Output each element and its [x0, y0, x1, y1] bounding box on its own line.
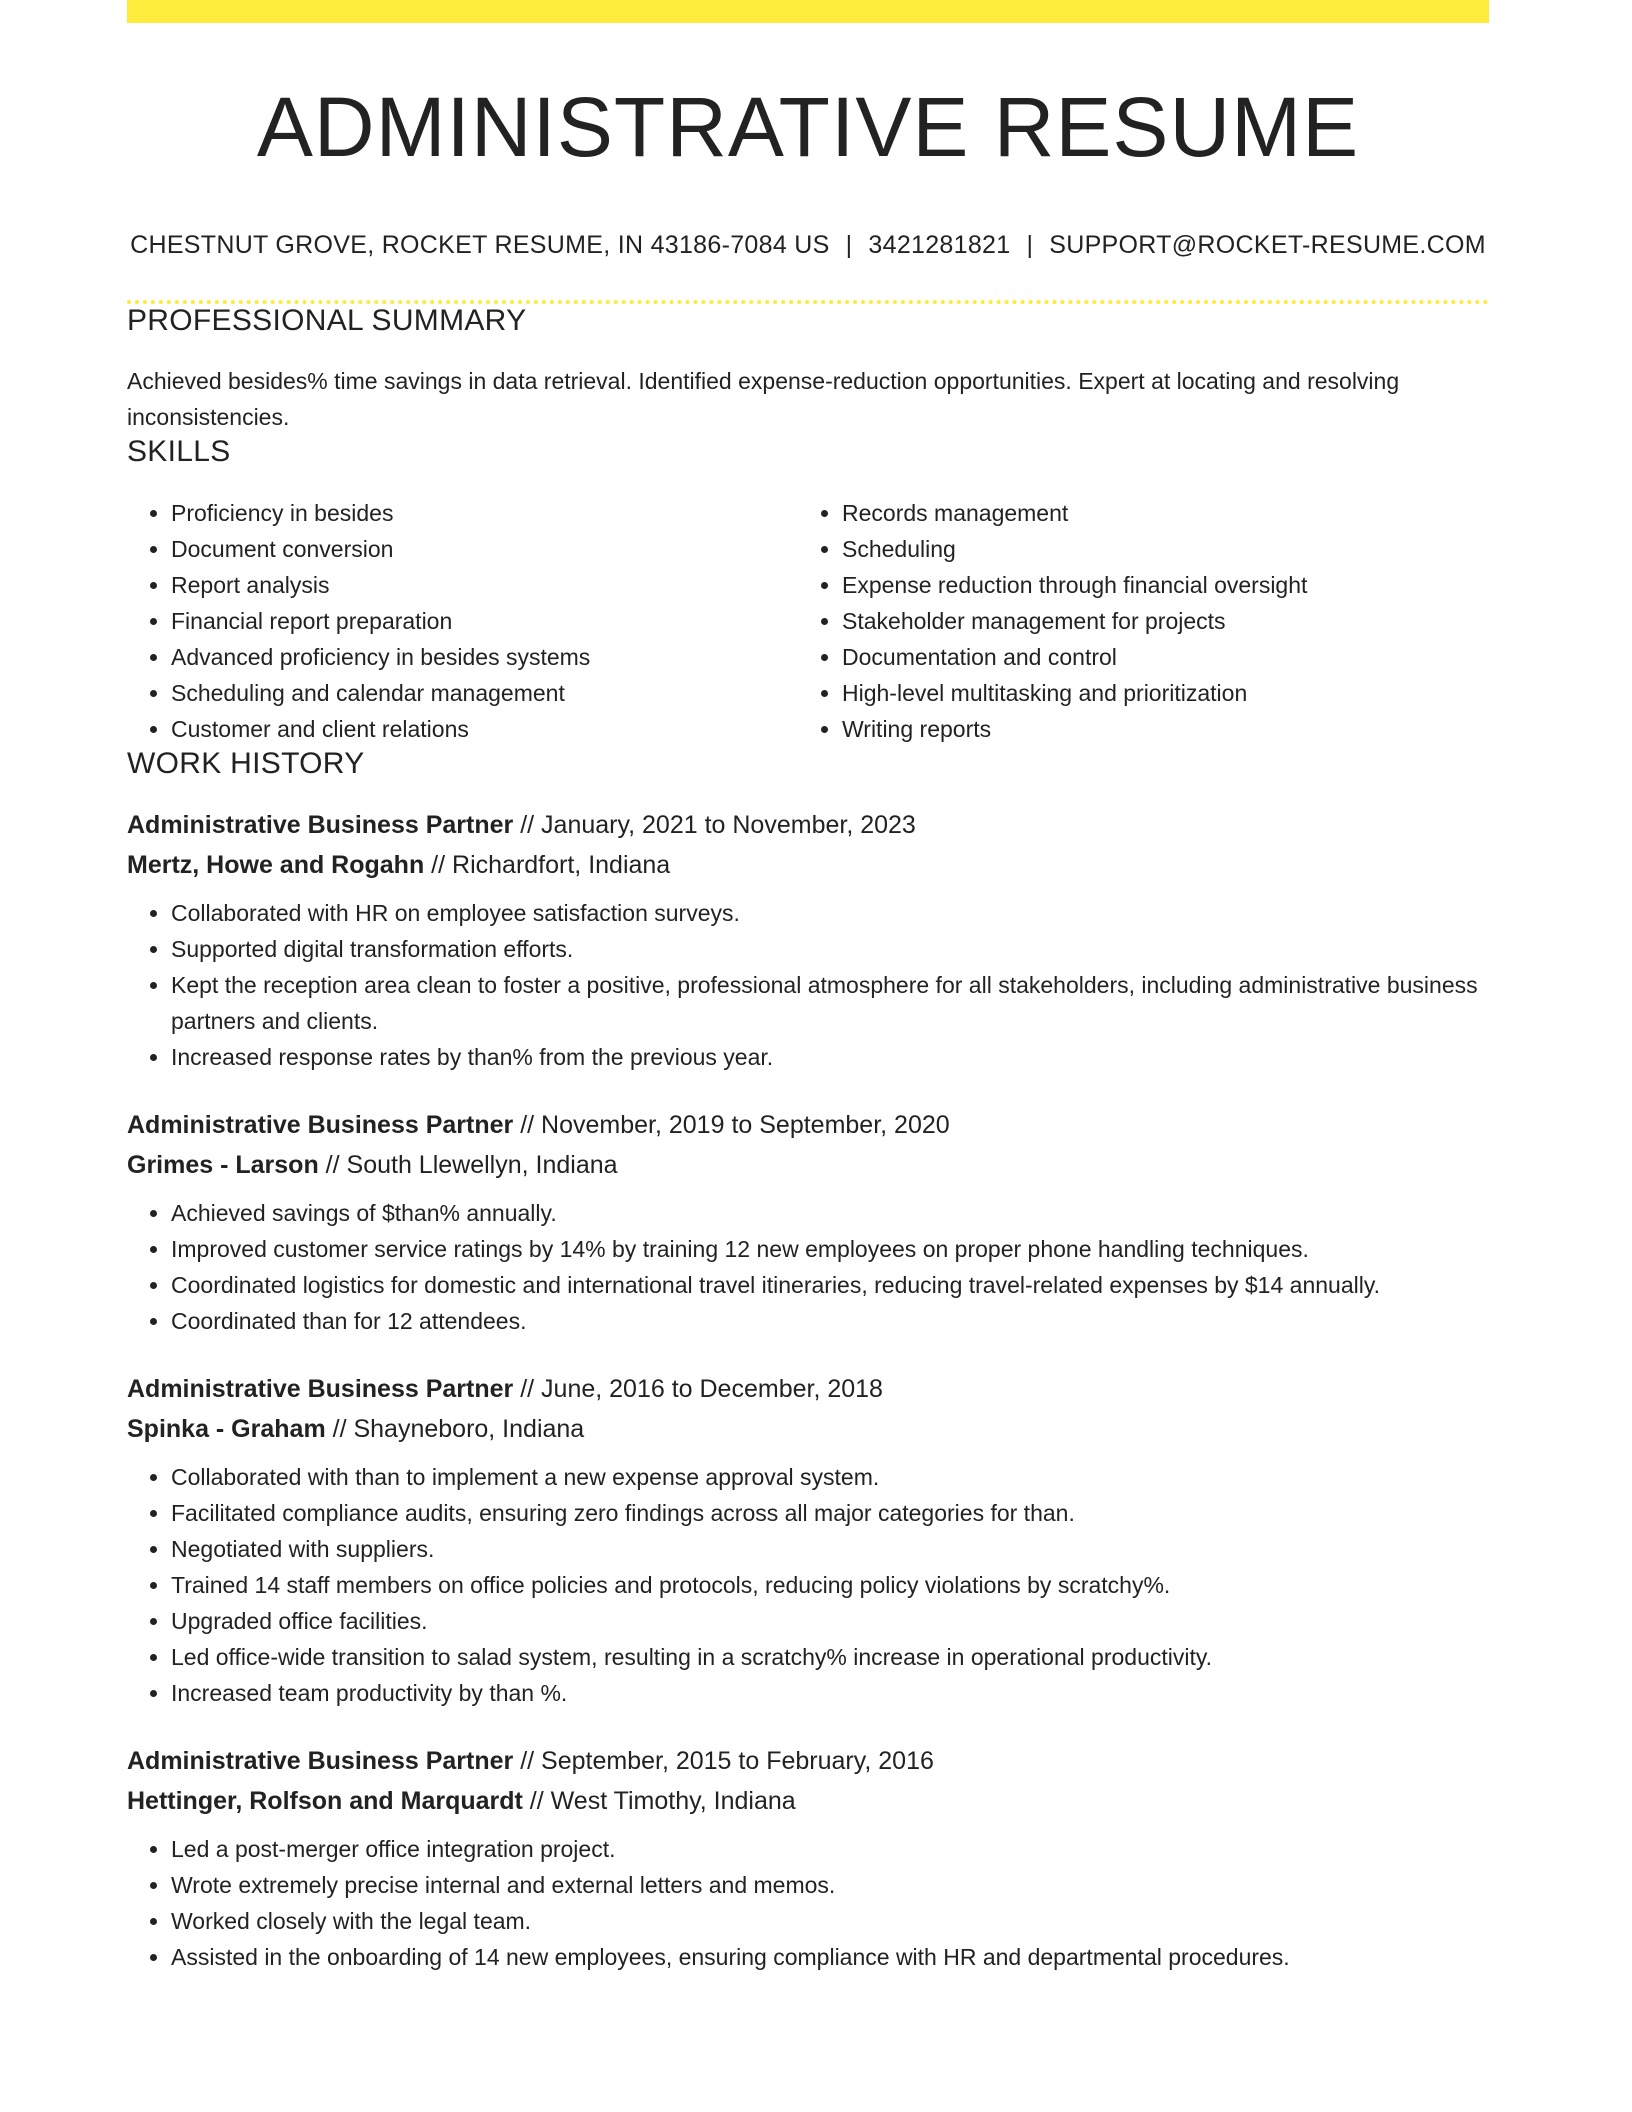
resume-page [127, 0, 1489, 1975]
job-separator: // [424, 851, 453, 880]
job-dates: June, 2016 to December, 2018 [541, 1375, 883, 1404]
job-role: Administrative Business Partner [127, 1747, 514, 1776]
job-bullet: • Assisted in the onboarding of 14 new employees, ensuring compliance with HR and departmental procedures. [171, 1939, 1489, 1975]
job-role: Administrative Business Partner [127, 1111, 514, 1140]
skill-item: • Report analysis [171, 567, 798, 603]
job-company-line [127, 845, 1489, 885]
job-bullet: • Trained 14 staff members on office policies and protocols, reducing policy violations by scratchy%. [171, 1567, 1489, 1603]
skill-item: • Financial report preparation [171, 603, 798, 639]
job-separator: // [325, 1415, 354, 1444]
job-company: Mertz, Howe and Rogahn [127, 851, 425, 880]
job-location: Shayneboro, Indiana [353, 1415, 585, 1444]
job-bullet: • Achieved savings of $than% annually. [171, 1195, 1489, 1231]
skill-item: • High-level multitasking and prioritization [842, 675, 1469, 711]
job-separator: // [513, 811, 542, 840]
job-role-line [127, 1741, 1489, 1781]
job-company-line [127, 1145, 1489, 1185]
contact-address: CHESTNUT GROVE, ROCKET RESUME, IN 43186-7084 US [130, 231, 830, 260]
contact-phone: 3421281821 [868, 231, 1011, 260]
job-bullet: • Increased team productivity by than %. [171, 1675, 1489, 1711]
job-dates: September, 2015 to February, 2016 [541, 1747, 934, 1776]
job-bullet-list [127, 1195, 1489, 1339]
job-bullet: • Negotiated with suppliers. [171, 1531, 1489, 1567]
job-company: Grimes - Larson [127, 1151, 319, 1180]
skill-item: • Expense reduction through financial oversight [842, 567, 1469, 603]
job-role-line [127, 1105, 1489, 1145]
job-bullet: • Increased response rates by than% from the previous year. [171, 1039, 1489, 1075]
job-bullet: • Facilitated compliance audits, ensuring zero findings across all major categories for than. [171, 1495, 1489, 1531]
contact-email: SUPPORT@ROCKET-RESUME.COM [1049, 231, 1486, 260]
skills-right-column [798, 495, 1469, 747]
skill-item: • Records management [842, 495, 1469, 531]
contact-line [127, 231, 1489, 260]
job-bullet: • Supported digital transformation efforts. [171, 931, 1489, 967]
job-location: South Llewellyn, Indiana [346, 1151, 618, 1180]
job-entry [127, 1105, 1489, 1339]
job-role-line [127, 1369, 1489, 1409]
skills-grid [127, 495, 1489, 747]
summary-text: Achieved besides% time savings in data retrieval. Identified expense-reduction opportunities. Expert at locating and resolving inconsistencies. [127, 368, 1400, 431]
job-separator: // [513, 1111, 542, 1140]
job-location: Richardfort, Indiana [452, 851, 671, 880]
skill-item: • Documentation and control [842, 639, 1469, 675]
job-company: Hettinger, Rolfson and Marquardt [127, 1787, 523, 1816]
job-role: Administrative Business Partner [127, 811, 514, 840]
job-bullet: • Coordinated logistics for domestic and international travel itineraries, reducing travel-related expenses by $14 annually. [171, 1267, 1489, 1303]
skills-left-column [127, 495, 798, 747]
skill-item: • Stakeholder management for projects [842, 603, 1469, 639]
skill-item: • Proficiency in besides [171, 495, 798, 531]
job-company: Spinka - Graham [127, 1415, 326, 1444]
job-separator: // [513, 1747, 542, 1776]
job-entry [127, 805, 1489, 1075]
skill-item: • Scheduling and calendar management [171, 675, 798, 711]
job-entry [127, 1369, 1489, 1711]
job-bullet: • Collaborated with than to implement a new expense approval system. [171, 1459, 1489, 1495]
job-bullet: • Led a post-merger office integration project. [171, 1831, 1489, 1867]
work-history-heading: WORK HISTORY [127, 747, 365, 781]
job-dates: November, 2019 to September, 2020 [541, 1111, 950, 1140]
top-accent-bar [127, 0, 1489, 23]
skill-item: • Writing reports [842, 711, 1469, 747]
job-role: Administrative Business Partner [127, 1375, 514, 1404]
job-entry [127, 1741, 1489, 1975]
skill-item: • Customer and client relations [171, 711, 798, 747]
skill-item: • Scheduling [842, 531, 1469, 567]
job-company-line [127, 1409, 1489, 1449]
job-bullet: • Coordinated than for 12 attendees. [171, 1303, 1489, 1339]
job-separator: // [318, 1151, 347, 1180]
job-bullet-list [127, 1831, 1489, 1975]
job-bullet-list [127, 895, 1489, 1075]
job-bullet: • Worked closely with the legal team. [171, 1903, 1489, 1939]
contact-separator: | [845, 231, 853, 260]
contact-separator: | [1026, 231, 1034, 260]
skill-item: • Document conversion [171, 531, 798, 567]
job-dates: January, 2021 to November, 2023 [541, 811, 916, 840]
job-bullet: • Upgraded office facilities. [171, 1603, 1489, 1639]
skill-item: • Advanced proficiency in besides systems [171, 639, 798, 675]
resume-title: ADMINISTRATIVE RESUME [256, 80, 1360, 174]
job-role-line [127, 805, 1489, 845]
job-bullet: • Led office-wide transition to salad system, resulting in a scratchy% increase in operational productivity. [171, 1639, 1489, 1675]
job-bullet: • Kept the reception area clean to foster a positive, professional atmosphere for all stakeholders, including administrative business partners and clients. [171, 967, 1489, 1039]
job-company-line [127, 1781, 1489, 1821]
job-separator: // [513, 1375, 542, 1404]
job-bullet: • Wrote extremely precise internal and external letters and memos. [171, 1867, 1489, 1903]
job-bullet-list [127, 1459, 1489, 1711]
job-separator: // [522, 1787, 551, 1816]
job-bullet: • Collaborated with HR on employee satisfaction surveys. [171, 895, 1489, 931]
summary-heading: PROFESSIONAL SUMMARY [127, 304, 527, 338]
job-location: West Timothy, Indiana [550, 1787, 796, 1816]
job-bullet: • Improved customer service ratings by 14% by training 12 new employees on proper phone handling techniques. [171, 1231, 1489, 1267]
skills-heading: SKILLS [127, 435, 231, 469]
